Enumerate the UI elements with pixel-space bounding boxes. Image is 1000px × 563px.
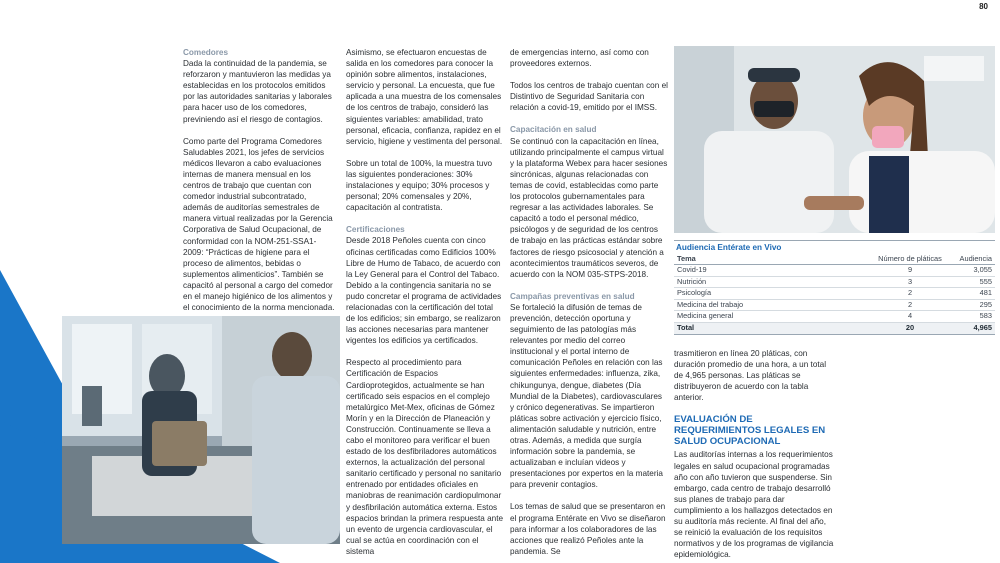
table-cell: 9 bbox=[875, 265, 945, 277]
column-header: Audiencia bbox=[945, 254, 995, 265]
data-table bbox=[674, 254, 995, 335]
column-2 bbox=[346, 47, 504, 563]
paragraph: trasmitieron en línea 20 pláticas, con duración promedio de una hora, a un total de 4,965 personas. Las pláticas se distribuyeron de acuerdo con la tabla anterior. bbox=[674, 349, 827, 403]
column-4 bbox=[674, 348, 834, 563]
table-cell: Psicología bbox=[674, 288, 875, 300]
section-heading-certificaciones: Certificaciones bbox=[346, 225, 405, 235]
table-cell: 2 bbox=[875, 299, 945, 311]
paragraph: Los temas de salud que se presentaron en el programa Entérate en Vivo se diseñaron para informar a los colaboradores de las acciones que realizó Peñoles ante la pandemia. Se bbox=[510, 502, 666, 556]
paragraph: Desde 2018 Peñoles cuenta con cinco oficinas certificadas como Edificios 100% Libre de Humo de Tabaco, de acuerdo con la Ley General para el Control del Tabaco. Debido a la contingencia sanitaria no se pudo concretar el programa de actividades relacionadas con la certificación del total de los edificios; sin embargo, se realizaron las acciones necesarias para mantener vigentes los edificios ya certificados. bbox=[346, 236, 502, 346]
paragraph: Se continuó con la capacitación en línea, utilizando principalmente el campus virtual y la plataforma Webex para hacer sesiones sincrónicas, algunas relacionadas con temas de covid, establecidas como parte los protocolos gubernamentales para regresar a las actividades laborales. Se capacitó a todo el personal médico, psicólogos y de seguridad de los centros de trabajo en las prácticas estándar sobre factores de riesgo psicosocial y atención a acontecimientos traumáticos severos, de acuerdo con la NOM 035-STPS-2018. bbox=[510, 136, 668, 279]
paragraph: Se fortaleció la difusión de temas de prevención, detección oportuna y seguimiento de las patologías más relevantes por medio del correo institucional y el portal interno de comunicación Peñoles en relación con las siguientes enfermedades: influenza, zika, chikungunya, dengue, diabetes (Día Mundial de la Diabetes), cardiovasculares y crónico degenerativas. Se impartieron pláticas sobre activación y ejercicio físico, alimentación saludable y nutrición, entre otras. Además, a medida que surgía información sobre la pandemia, se actualizaban e incluían videos y presentaciones por expertos en la materia para prevenir contagios. bbox=[510, 302, 663, 490]
table-cell: 295 bbox=[945, 299, 995, 311]
table-row bbox=[674, 299, 995, 311]
table-cell: Covid-19 bbox=[674, 265, 875, 277]
section-heading-capacitacion: Capacitación en salud bbox=[510, 125, 597, 135]
photo-medical-consultation bbox=[62, 316, 340, 544]
table-cell: 20 bbox=[875, 322, 945, 334]
column-header: Número de pláticas bbox=[875, 254, 945, 265]
table-cell: Total bbox=[674, 322, 875, 334]
table-cell: 4 bbox=[875, 311, 945, 323]
table-row bbox=[674, 265, 995, 277]
table-cell: 4,965 bbox=[945, 322, 995, 334]
table-cell: 3 bbox=[875, 276, 945, 288]
table-cell: Nutrición bbox=[674, 276, 875, 288]
table-cell: 583 bbox=[945, 311, 995, 323]
audience-table bbox=[674, 240, 995, 335]
section-heading-comedores: Comedores bbox=[183, 48, 229, 57]
table-row bbox=[674, 288, 995, 300]
page-number: 80 bbox=[979, 2, 988, 11]
section-heading-campanas: Campañas preventivas en salud bbox=[510, 291, 635, 301]
photo-doctor-patient bbox=[674, 46, 995, 233]
table-cell: 555 bbox=[945, 276, 995, 288]
table-total-row bbox=[674, 322, 995, 334]
table-title: Audiencia Entérate en Vivo bbox=[674, 240, 995, 254]
paragraph: Dada la continuidad de la pandemia, se reforzaron y mantuvieron las medidas ya establecidas en los protocolos emitidos por las autoridades sanitarias y laborales para hacer uso de los comedores, previniendo así el riesgo de contagios. bbox=[183, 59, 332, 124]
paragraph: Todos los centros de trabajo cuentan con el Distintivo de Seguridad Sanitaria con relación a covid-19, emitido por el IMSS. bbox=[510, 81, 668, 113]
column-header: Tema bbox=[674, 254, 875, 265]
paragraph: Respecto al procedimiento para Certificación de Espacios Cardioprotegidos, actualmente se han certificado seis espacios en el complejo metalúrgico Met-Mex, oficinas de Gómez Morín y en la Dirección de Planeación y Construcción. Continuamente se lleva a cabo el monitoreo para verificar el buen estado de los desfibriladores automáticos externos, la actualización del personal sanitario certificado y personal no sanitario entrenado por entidades oficiales en maniobras de reanimación cardiopulmonar y desfibrilación automática externa. Estos espacios brindan la primera respuesta ante un evento de urgencia cardiovascular, el cual se actúa en coordinación con el sistema bbox=[346, 358, 504, 556]
paragraph: Sobre un total de 100%, la muestra tuvo las siguientes ponderaciones: 30% instalaciones y equipo; 30% procesos y personal; 20% comensales y 20%, capacitación al contratista. bbox=[346, 158, 493, 213]
table-cell: Medicina del trabajo bbox=[674, 299, 875, 311]
section-heading-evaluacion: EVALUACIÓN DE REQUERIMIENTOS LEGALES EN SALUD OCUPACIONAL bbox=[674, 414, 826, 448]
paragraph: Las auditorías internas a los requerimientos legales en salud ocupacional programadas año con año tuvieron que suspenderse. Sin embargo, cada centro de trabajo desarrolló sus planes de trabajo para dar cumplimiento a los hallazgos detectados en su auditoría más reciente. Al final del año, se reinició la evaluación de los requisitos normativos y de los programas de vigilancia epidemiológica. bbox=[674, 450, 834, 560]
column-1 bbox=[183, 47, 335, 324]
column-3 bbox=[510, 47, 668, 563]
table-cell: 3,055 bbox=[945, 265, 995, 277]
paragraph: Como parte del Programa Comedores Saludables 2021, los jefes de servicios médicos llevaron a cabo evaluaciones internas de manera mensual en los centros de trabajo que cuentan con comedor industrial subcontratado, además de auditorías semestrales de manera virtual realizadas por la Gerencia Corporativa de Salud Ocupacional, de conformidad con la NOM-251-SSA1-2009: “Prácticas de higiene para el proceso de alimentos, bebidas o suplementos alimenticios”. También se capacitó al personal a cargo del comedor en el manejo higiénico de los alimentos y el conocimiento de la norma mencionada. bbox=[183, 136, 335, 313]
table-cell: 2 bbox=[875, 288, 945, 300]
table-header-row bbox=[674, 254, 995, 265]
table-cell: 481 bbox=[945, 288, 995, 300]
table-row bbox=[674, 276, 995, 288]
paragraph: de emergencias interno, así como con proveedores externos. bbox=[510, 48, 649, 69]
paragraph: Asimismo, se efectuaron encuestas de salida en los comedores para conocer la opinión sobre alimentos, instalaciones, servicio y personal. La encuesta, que fue aplicada a una muestra de los comensales de los centros de trabajo, consideró las siguientes variables: amabilidad, trato personal, eficacia, confianza, rapidez en el servicio, higiene y vestimenta del personal. bbox=[346, 48, 503, 146]
table-cell: Medicina general bbox=[674, 311, 875, 323]
table-row bbox=[674, 311, 995, 323]
